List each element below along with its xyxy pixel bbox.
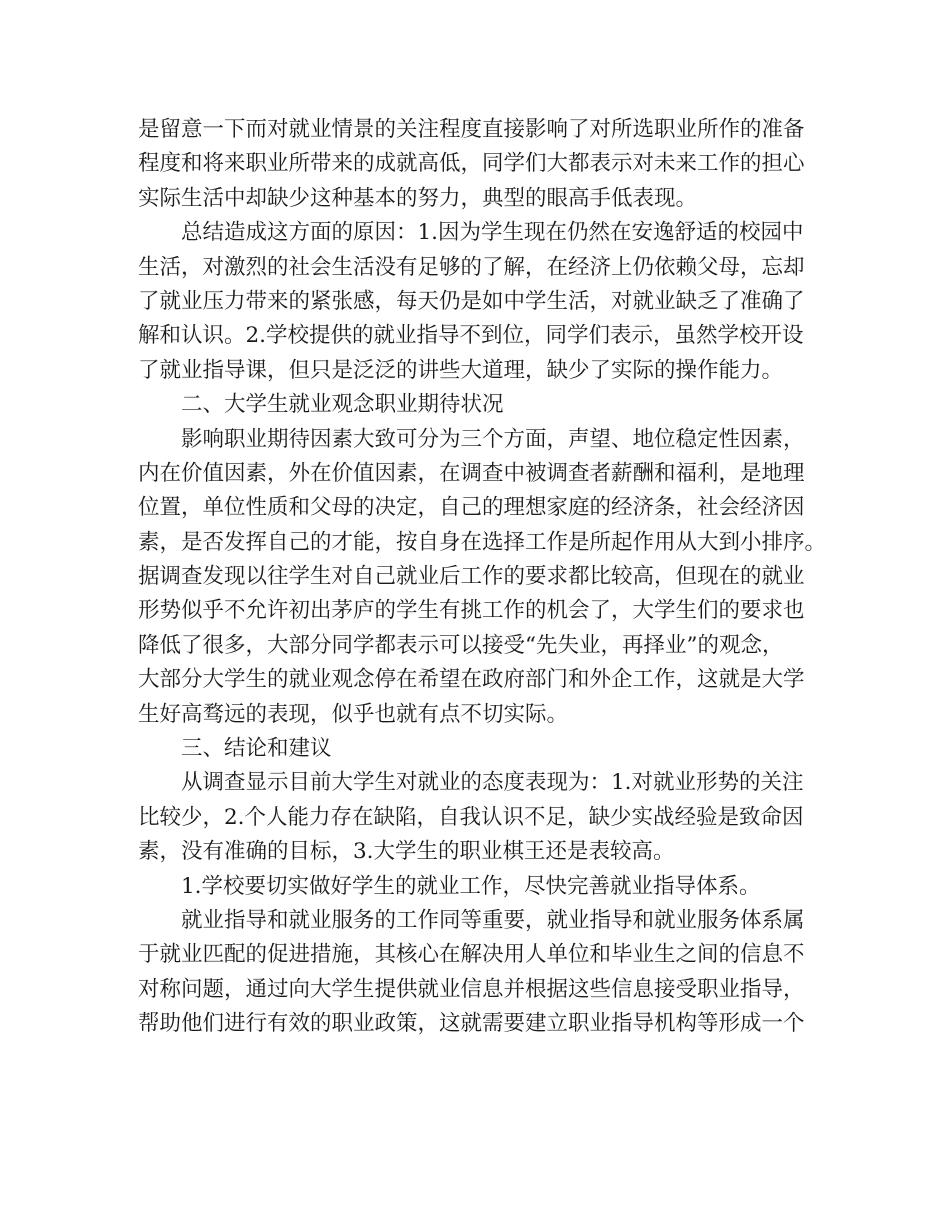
text-line: 三、结论和建议 [181,736,332,762]
text-line: 程度和将来职业所带来的成就高低，同学们大都表示对未来工作的担心 [138,151,805,177]
text-line: 大部分大学生的就业观念停在希望在政府部门和外企工作，这就是大学 [138,667,805,693]
text-line: 内在价值因素，外在价值因素，在调查中被调查者薪酬和福利，是地理 [138,460,805,486]
text-line: 影响职业期待因素大致可分为三个方面，声望、地位稳定性因素， [181,426,805,452]
text-line: 从调查显示目前大学生对就业的态度表现为：1.对就业形势的关注 [181,770,804,796]
text-line: 素，没有准确的目标，3.大学生的职业棋王还是表较高。 [138,839,675,865]
text-line: 生活，对激烈的社会生活没有足够的了解，在经济上仍依赖父母，忘却 [138,254,805,280]
text-line: 是留意一下而对就业情景的关注程度直接影响了对所选职业所作的准备 [138,117,805,142]
text-line: 帮助他们进行有效的职业政策，这就需要建立职业指导机构等形成一个 [138,1011,805,1037]
text-line: 总结造成这方面的原因：1.因为学生现在仍然在安逸舒适的校园中 [181,220,804,246]
text-line: 生好高骛远的表现，似乎也就有点不切实际。 [138,701,569,727]
text-line: 形势似乎不允许初出茅庐的学生有挑工作的机会了，大学生们的要求也 [138,598,805,624]
text-line: 就业指导和就业服务的工作同等重要，就业指导和就业服务体系属 [181,907,805,933]
text-line: 二、大学生就业观念职业期待状况 [181,392,504,418]
text-line: 了就业压力带来的紧张感，每天仍是如中学生活，对就业缺乏了准确了 [138,288,805,314]
text-line: 比较少，2.个人能力存在缺陷，自我认识不足，缺少实战经验是致命因 [138,804,804,830]
text-line: 解和认识。2.学校提供的就业指导不到位，同学们表示，虽然学校开设 [138,323,804,349]
body-text [138,113,828,1042]
text-line: 据调查发现以往学生对自己就业后工作的要求都比较高，但现在的就业 [138,564,805,590]
text-line: 位置，单位性质和父母的决定，自己的理想家庭的经济条，社会经济因 [138,495,805,521]
text-line: 实际生活中却缺少这种基本的努力，典型的眼高手低表现。 [138,185,698,211]
text-line: 对称问题，通过向大学生提供就业信息并根据这些信息接受职业指导， [138,976,805,1002]
text-line: 于就业匹配的促进措施，其核心在解决用人单位和毕业生之间的信息不 [138,942,805,968]
text-line: 了就业指导课，但只是泛泛的讲些大道理，缺少了实际的操作能力。 [138,357,784,383]
text-line: 素，是否发挥自己的才能，按自身在选择工作是所起作用从大到小排序。 [138,529,827,555]
text-line: 1.学校要切实做好学生的就业工作，尽快完善就业指导体系。 [181,873,761,899]
text-line: 降低了很多，大部分同学都表示可以接受“先失业，再择业”的观念， [138,632,784,658]
